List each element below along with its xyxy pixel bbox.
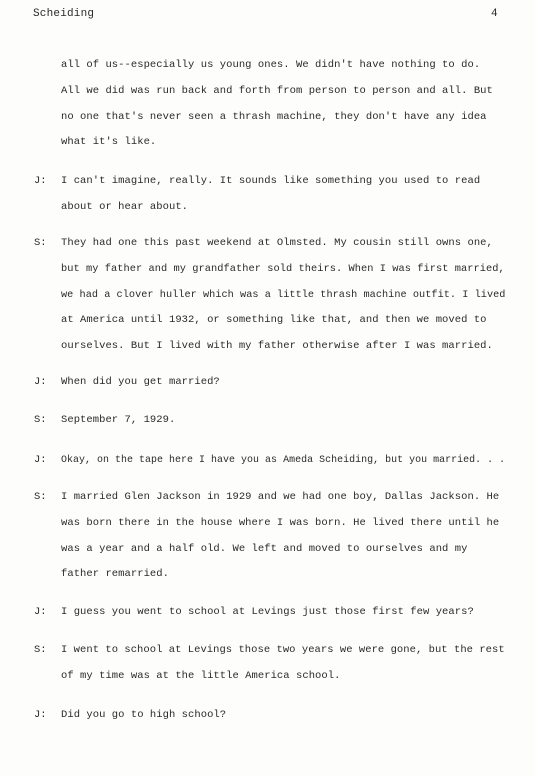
text-line: Did you go to high school?	[61, 709, 227, 721]
text-line: what it's like.	[61, 136, 157, 148]
running-header-name: Scheiding	[33, 8, 95, 20]
speaker-label: S:	[34, 237, 47, 249]
text-line: of my time was at the little America school.	[61, 670, 341, 682]
text-line: Okay, on the tape here I have you as Ameda Scheiding, but you married. . .	[61, 454, 506, 466]
text-line: I guess you went to school at Levings just those first few years?	[61, 606, 474, 618]
speaker-label: J:	[34, 709, 47, 721]
text-line: all of us--especially us young ones. We didn't have nothing to do.	[61, 59, 481, 71]
speaker-label: S:	[34, 414, 47, 426]
text-line: was a year and a half old. We left and moved to ourselves and my	[61, 543, 468, 555]
speaker-label: S:	[34, 491, 47, 503]
text-line: I went to school at Levings those two years we were gone, but the rest	[61, 644, 505, 656]
text-line: father remarried.	[61, 568, 169, 580]
text-line: I married Glen Jackson in 1929 and we had one boy, Dallas Jackson. He	[61, 491, 500, 503]
speaker-label: J:	[34, 454, 47, 466]
speaker-label: S:	[34, 644, 47, 656]
text-line: about or hear about.	[61, 201, 189, 213]
text-line: was born there in the house where I was born. He lived there until he	[61, 517, 500, 529]
speaker-label: J:	[34, 175, 47, 187]
page-number: 4	[491, 8, 498, 20]
text-line: ourselves. But I lived with my father otherwise after I was married.	[61, 340, 493, 352]
speaker-label: J:	[34, 376, 47, 388]
text-line: All we did was run back and forth from person to person and all. But	[61, 85, 493, 97]
text-line: I can't imagine, really. It sounds like something you used to read	[61, 175, 481, 187]
text-line: at America until 1932, or something like that, and then we moved to	[61, 314, 487, 326]
text-line: September 7, 1929.	[61, 414, 176, 426]
speaker-label: J:	[34, 606, 47, 618]
text-line: but my father and my grandfather sold theirs. When I was first married,	[61, 263, 505, 275]
text-line: we had a clover huller which was a little thrash machine outfit. I lived	[61, 289, 506, 301]
text-line: no one that's never seen a thrash machine, they don't have any idea	[61, 111, 487, 123]
text-line: When did you get married?	[61, 376, 220, 388]
text-line: They had one this past weekend at Olmsted. My cousin still owns one,	[61, 237, 493, 249]
